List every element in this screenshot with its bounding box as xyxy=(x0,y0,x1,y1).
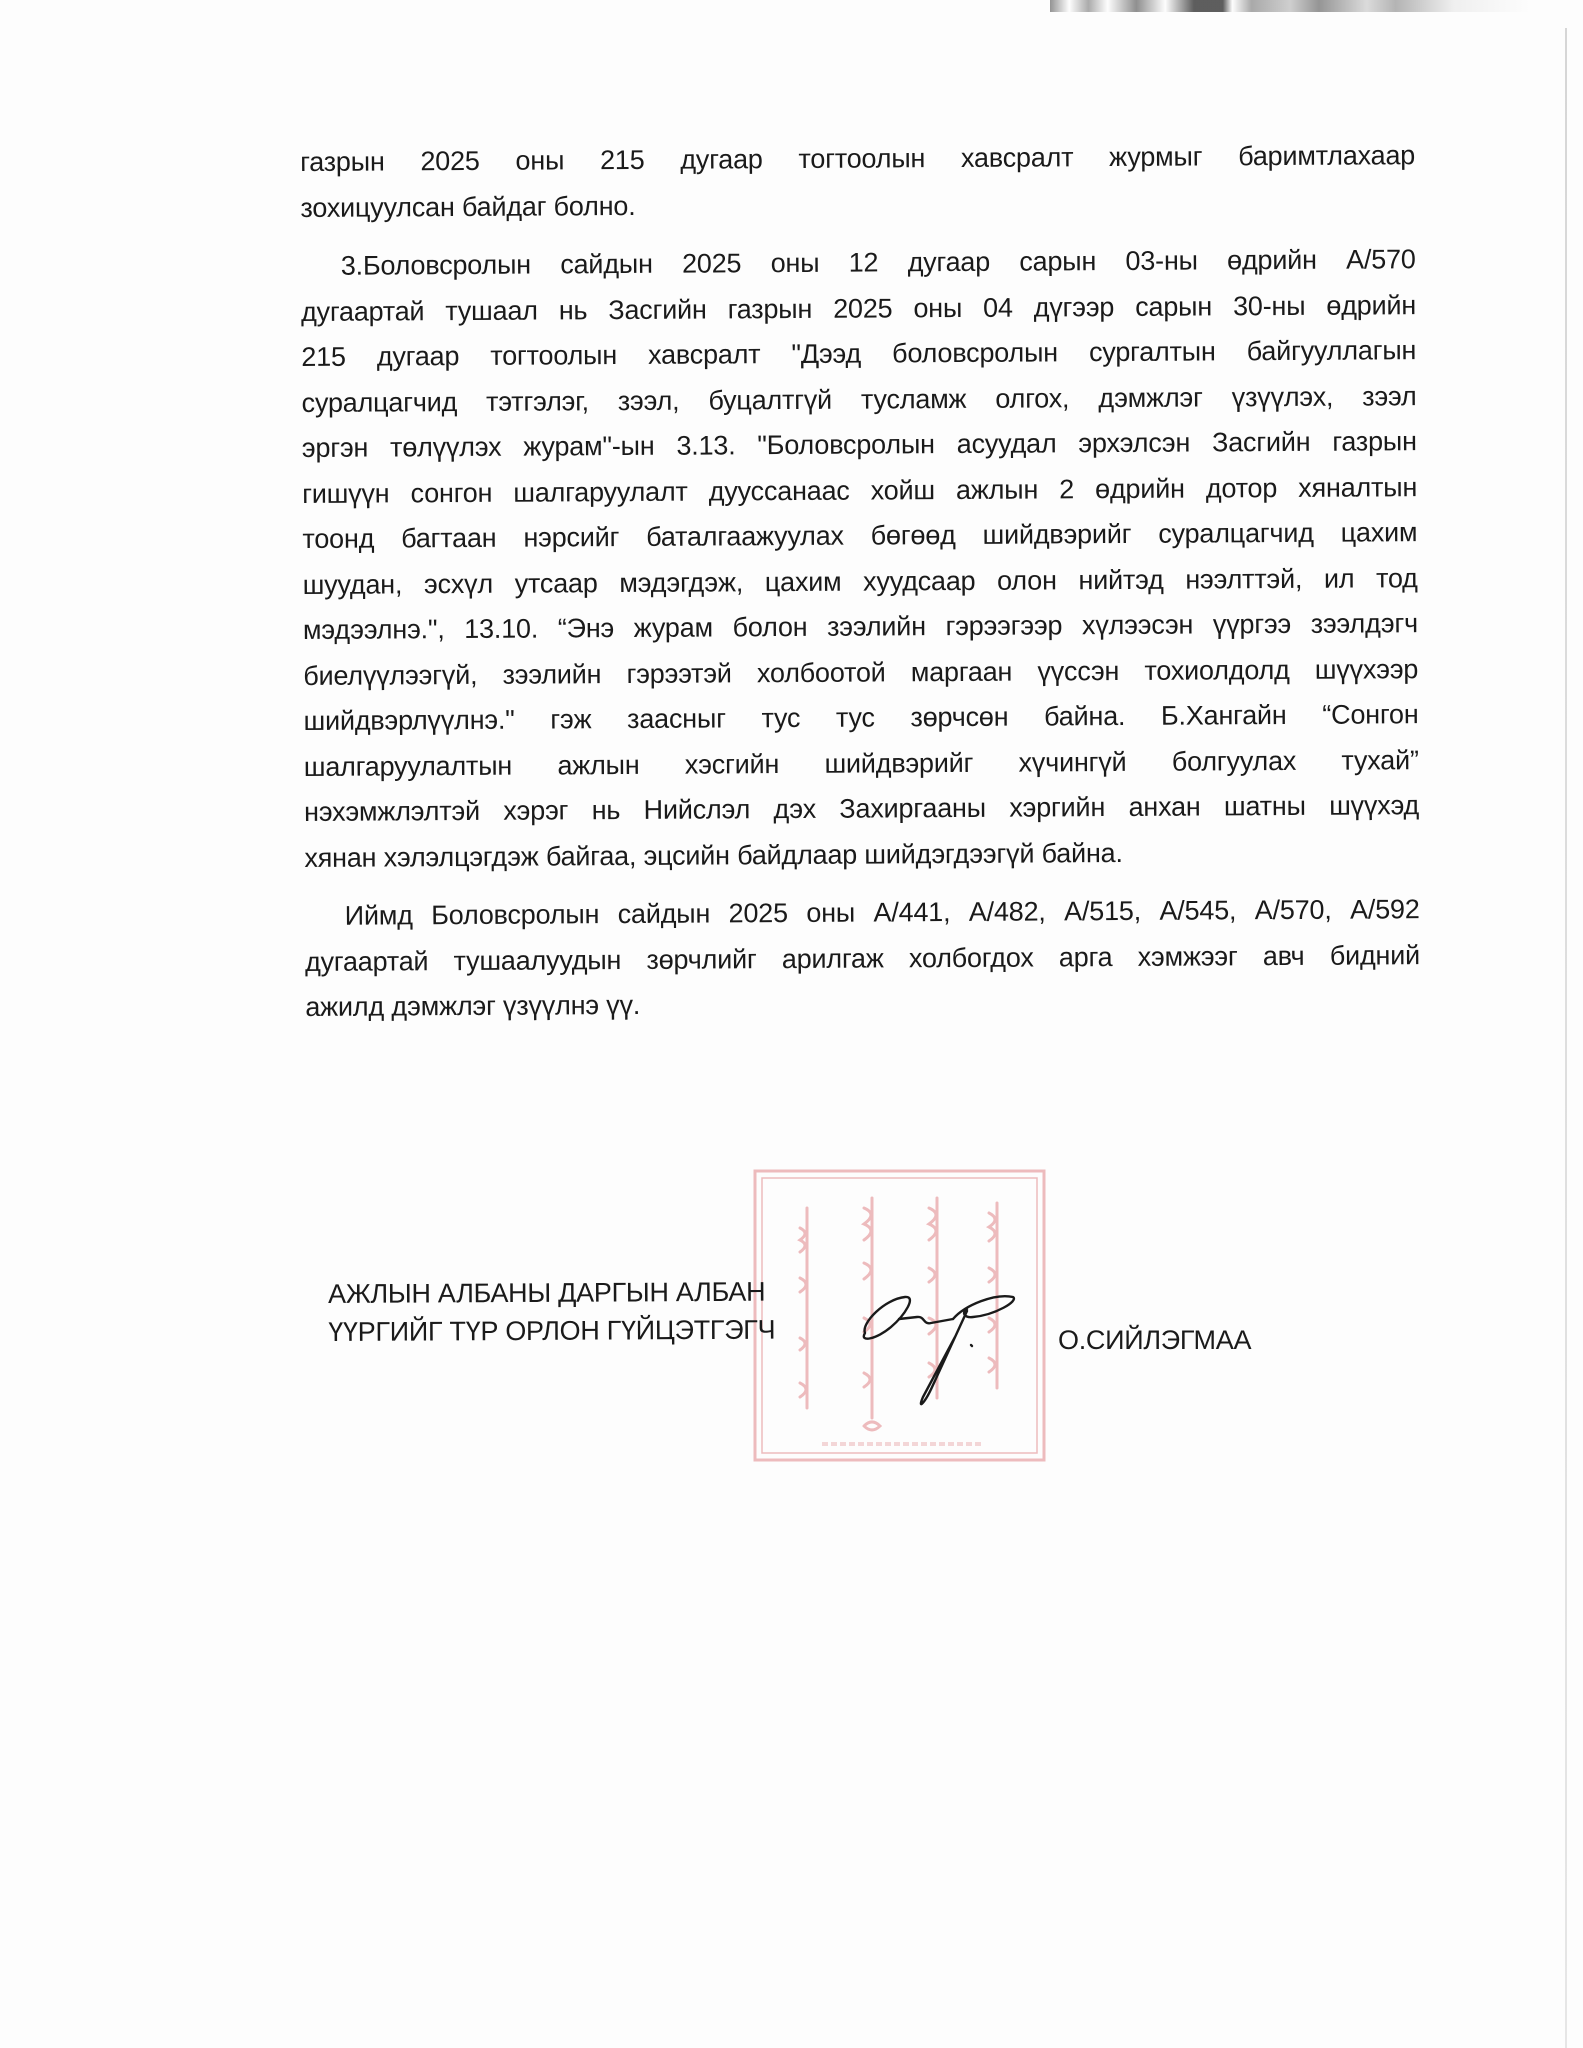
word: ил xyxy=(1323,563,1355,594)
word: дугаар xyxy=(907,246,991,278)
word: зээлдэгч xyxy=(1310,608,1419,639)
text-line xyxy=(305,933,1420,985)
word: зөрчсөн xyxy=(910,701,1009,733)
word: оны xyxy=(515,145,565,176)
word: 2025 xyxy=(728,898,788,929)
word: хяналтын xyxy=(1298,471,1418,503)
word: газрын xyxy=(300,146,385,177)
word: “Энэ xyxy=(557,613,615,644)
word: бидний xyxy=(1329,939,1421,971)
word: заасныг xyxy=(627,703,726,735)
word: шийдвэрийг xyxy=(982,518,1132,550)
word: А/515, xyxy=(1064,895,1142,927)
word: өдрийн xyxy=(1227,244,1317,276)
word: зээлийн xyxy=(502,658,602,690)
word: нэрсийг xyxy=(523,522,620,553)
signatory-position xyxy=(328,1273,775,1351)
word: хэмжээг xyxy=(1137,940,1238,972)
word: дугаартай xyxy=(304,945,429,977)
word: болон xyxy=(732,611,808,643)
text-line xyxy=(304,738,1419,790)
word: ажлын xyxy=(955,473,1039,505)
word: мэдэгдэж, xyxy=(619,566,744,598)
word: оны xyxy=(770,247,820,279)
word: хавсралт xyxy=(960,142,1074,173)
word: тогтоолын xyxy=(490,340,618,371)
text-line xyxy=(301,283,1416,335)
word: сарын xyxy=(1019,246,1097,277)
word: болгуулах xyxy=(1171,745,1297,777)
word: шийдвэрийг xyxy=(824,747,974,779)
signatory-position-line-2: ҮҮРГИЙГ ТҮР ОРЛОН ГҮЙЦЭТГЭГЧ xyxy=(328,1314,776,1347)
word: А/545, xyxy=(1159,895,1237,926)
word: хуудсаар xyxy=(863,565,976,597)
word: ажлын xyxy=(557,749,640,780)
word: "Боловсролын xyxy=(757,429,935,461)
letter-body xyxy=(300,133,1420,1043)
word: утсаар xyxy=(514,567,598,599)
word: маргаан xyxy=(910,656,1013,687)
word: 12 xyxy=(848,247,879,278)
word: дэмжлэг xyxy=(1098,381,1203,413)
word: анхан xyxy=(1128,791,1201,822)
text-line xyxy=(303,692,1418,744)
word: шалгаруулалтын xyxy=(303,750,513,782)
word: байна. xyxy=(1044,700,1126,732)
text-line xyxy=(305,887,1420,939)
word: асуудал xyxy=(956,428,1057,459)
word: нийтэд xyxy=(1078,564,1164,595)
word: шийдвэрлүүлнэ." xyxy=(303,704,515,736)
word: 2 xyxy=(1059,473,1075,504)
word: тоонд xyxy=(302,523,375,554)
word: хэргийн xyxy=(1009,792,1106,823)
word: оны xyxy=(913,292,963,323)
word: олгох, xyxy=(995,382,1070,414)
word: баримтлахаар xyxy=(1238,140,1416,172)
word: А/441, xyxy=(873,897,951,928)
paragraph-item-3 xyxy=(301,237,1420,881)
word: Нийслэл xyxy=(643,794,751,825)
text-line xyxy=(302,465,1417,517)
text-line xyxy=(300,133,1415,185)
word: дугаар xyxy=(680,144,763,175)
word: журам xyxy=(633,612,713,643)
word: гэж xyxy=(550,704,592,735)
word: гэрээгээр xyxy=(945,610,1063,642)
word: А/482, xyxy=(968,896,1046,927)
word: дугаар xyxy=(376,341,460,372)
word: шуудан, xyxy=(302,568,403,600)
word: эрхэлсэн xyxy=(1078,427,1191,459)
word: дууссанаас xyxy=(708,475,850,507)
word: Боловсролын xyxy=(431,899,600,931)
word: баталгаажуулах xyxy=(646,520,844,552)
word: өдрийн xyxy=(1095,473,1185,504)
word: тушаал xyxy=(445,295,538,326)
word: бөгөөд xyxy=(870,520,956,551)
word: газрын xyxy=(1332,426,1417,457)
word: холбогдох xyxy=(908,942,1034,973)
word: суралцагчид xyxy=(301,386,458,418)
word: хүчингүй xyxy=(1018,746,1127,778)
word: оны xyxy=(806,897,856,928)
word: тухай” xyxy=(1341,744,1419,776)
word: авч xyxy=(1262,940,1305,971)
word: нь xyxy=(558,294,588,325)
word: биелүүлээгүй, xyxy=(303,659,478,691)
word: журмыг xyxy=(1109,141,1203,173)
word: дотор xyxy=(1205,472,1278,503)
text-line xyxy=(304,783,1419,835)
signatory-position-line-1: АЖЛЫН АЛБАНЫ ДАРГЫН АЛБАН xyxy=(328,1276,766,1309)
word: цахим xyxy=(1340,517,1418,548)
word: 3.Боловсролын xyxy=(340,249,532,281)
word: буцалтгүй xyxy=(708,384,833,416)
word: 03-ны xyxy=(1125,245,1198,276)
word: шүүхэд xyxy=(1329,790,1420,821)
word: хэрэг xyxy=(503,795,569,826)
word: 2025 xyxy=(833,292,893,324)
paragraph-request xyxy=(305,887,1421,1030)
word: Захиргааны xyxy=(839,792,986,824)
word: сайдын xyxy=(617,898,711,930)
word: Засгийн xyxy=(608,294,707,325)
word: дугаартай xyxy=(300,295,425,327)
word: 13.10. xyxy=(464,613,539,645)
text-line xyxy=(301,328,1416,380)
word: шатны xyxy=(1223,790,1306,822)
word: зээл xyxy=(1362,380,1417,412)
text-line: хянан хэлэлцэгдэж байгаа, эцсийн байдлаар шийдэгдээгүй байна. xyxy=(304,837,1123,873)
word: нээлттэй, xyxy=(1185,563,1303,595)
word: тэтгэлэг, xyxy=(486,385,589,417)
text-line xyxy=(301,237,1416,289)
word: тусламж xyxy=(860,383,967,415)
word: дэх xyxy=(773,793,817,825)
word: цахим xyxy=(764,566,842,597)
word: 30-ны xyxy=(1232,290,1306,321)
word: суралцагчид xyxy=(1158,517,1314,549)
text-line xyxy=(302,510,1417,562)
word: 04 xyxy=(983,292,1013,323)
word: сайдын xyxy=(560,248,653,280)
word: мэдээлнэ.", xyxy=(302,614,445,645)
word: хойш xyxy=(870,474,935,506)
word: хавсралт xyxy=(647,339,761,370)
word: А/570, xyxy=(1254,894,1332,926)
word: арилгаж xyxy=(781,942,884,974)
word: тогтоолын xyxy=(798,143,926,174)
word: тушаалуудын xyxy=(453,944,622,976)
word: газрын xyxy=(727,293,813,324)
text-line xyxy=(303,601,1418,653)
word: тод xyxy=(1375,562,1418,593)
word: байгууллагын xyxy=(1246,335,1417,367)
text-line xyxy=(301,374,1416,426)
word: төлүүлэх xyxy=(390,431,502,463)
word: журам"-ын xyxy=(523,430,655,462)
word: үзүүлэх, xyxy=(1231,381,1334,412)
word: 2025 xyxy=(420,145,480,177)
word: А/592 xyxy=(1349,894,1420,925)
scan-artifact-right-edge xyxy=(1565,28,1567,2048)
text-line: ажилд дэмжлэг үзүүлнэ үү. xyxy=(305,989,641,1022)
paragraph-continuation xyxy=(300,133,1416,231)
word: А/570 xyxy=(1346,244,1416,275)
word: эсхүл xyxy=(423,568,494,599)
word: үүргээ xyxy=(1212,608,1292,640)
word: зээл, xyxy=(617,385,680,416)
word: Иймд xyxy=(344,900,413,931)
word: нь xyxy=(591,795,621,826)
text-line xyxy=(303,556,1418,608)
word: дүгээр xyxy=(1033,291,1115,323)
word: “Сонгон xyxy=(1322,699,1419,730)
word: үүссэн xyxy=(1037,655,1120,687)
word: боловсролын xyxy=(892,337,1059,369)
text-line xyxy=(302,419,1417,471)
word: олон xyxy=(997,564,1057,596)
word: шүүхээр xyxy=(1314,653,1419,685)
word: нэхэмжлэлтэй xyxy=(304,795,481,827)
signatory-name: О.СИЙЛЭГМАА xyxy=(1058,1325,1252,1355)
word: холбоотой xyxy=(756,656,886,688)
word: 3.13. xyxy=(676,430,736,461)
word: гэрээтэй xyxy=(626,657,732,689)
word: зээлийн xyxy=(826,611,926,642)
word: эргэн xyxy=(301,432,369,463)
word: сургалтын xyxy=(1088,336,1216,368)
word: гишүүн xyxy=(302,477,390,509)
word: арга xyxy=(1058,941,1113,972)
word: сонгон xyxy=(410,477,493,508)
word: зөрчлийг xyxy=(646,943,757,975)
word: тус xyxy=(761,702,801,734)
word: 215 xyxy=(301,341,346,372)
handwritten-signature-icon xyxy=(855,1285,1025,1415)
word: "Дээд xyxy=(791,338,862,370)
word: хэсгийн xyxy=(684,748,780,780)
word: сарын xyxy=(1135,290,1213,322)
word: багтаан xyxy=(401,522,497,554)
word: Засгийн xyxy=(1211,426,1311,458)
word: өдрийн xyxy=(1326,289,1417,321)
word: 2025 xyxy=(681,248,742,279)
word: шалгаруулалт xyxy=(513,476,688,508)
word: тус xyxy=(835,702,875,733)
word: 215 xyxy=(599,144,645,176)
word: Б.Хангайн xyxy=(1160,699,1287,731)
text-line xyxy=(303,647,1418,699)
scan-artifact-top xyxy=(1050,0,1530,12)
text-line: зохицуулсан байдаг болно. xyxy=(300,190,636,223)
word: хүлээсэн xyxy=(1081,609,1194,641)
word: тохиолдолд xyxy=(1144,654,1290,686)
